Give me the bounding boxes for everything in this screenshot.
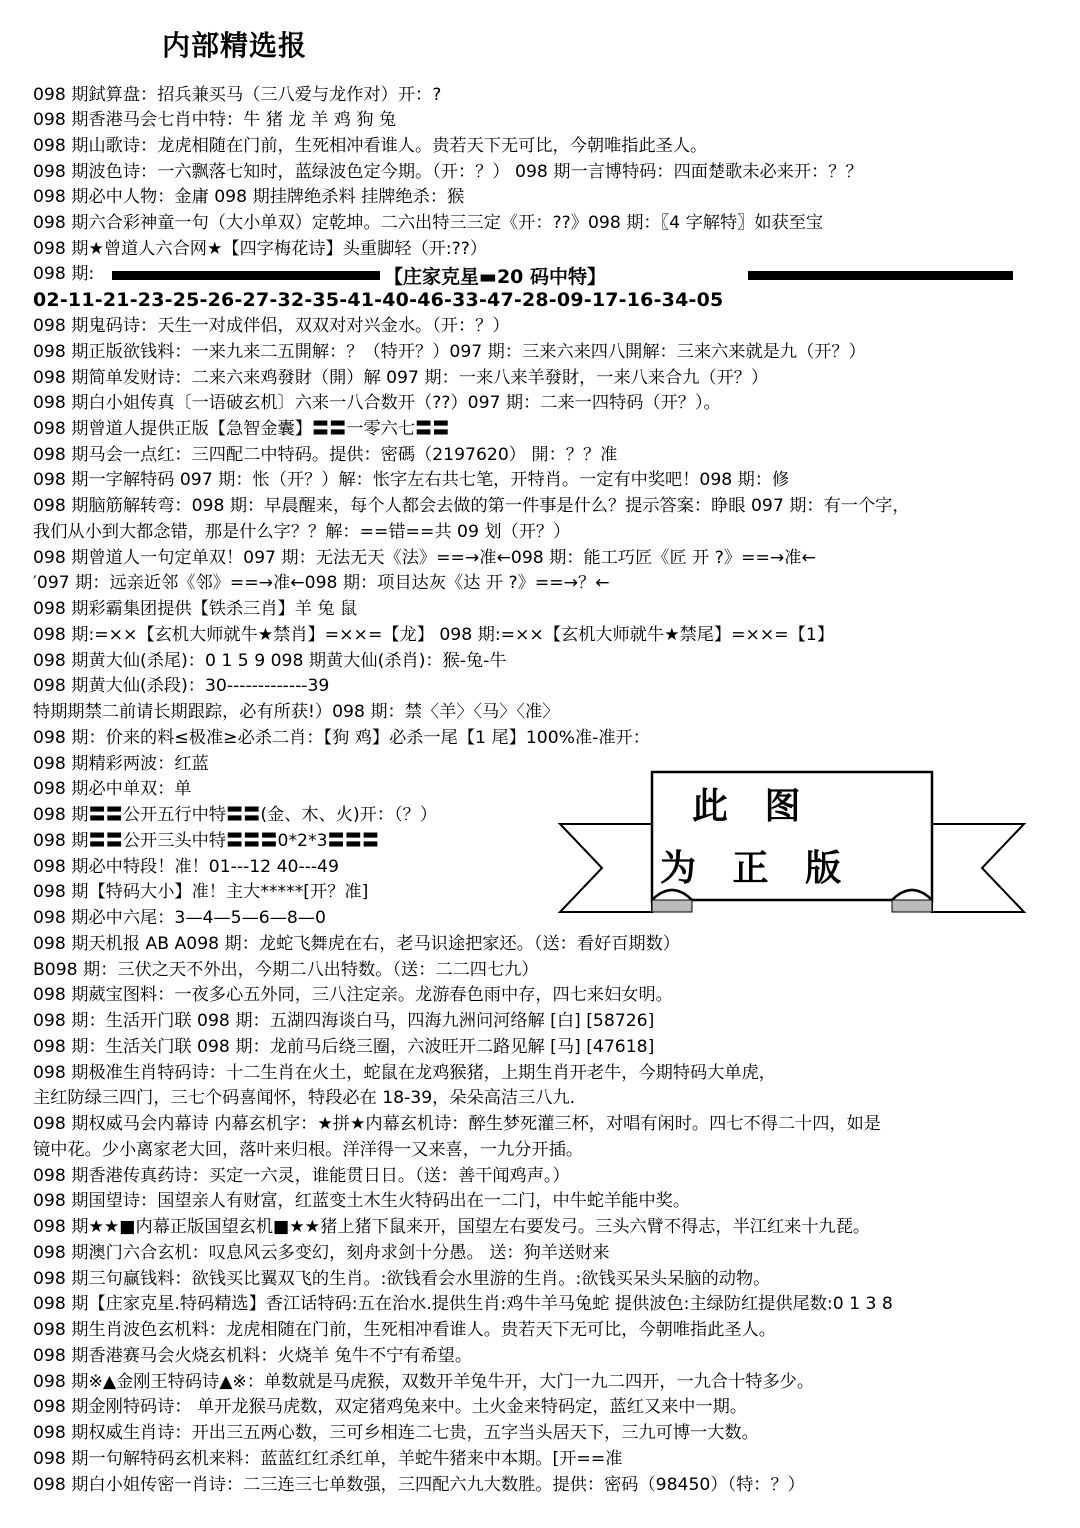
text-line: 098 期澳门六合玄机：叹息风云多变幻，刻舟求剑十分愚。 送：狗羊送财来 (33, 1243, 610, 1263)
text-line: 098 期波色诗：一六飘落七知时，蓝绿波色定今期。（开：？） 098 期一言博特码：四面楚歌未必来开：？？ (33, 162, 863, 182)
text-line: 098 期【特码大小】准！主大*****[开？准] (33, 882, 369, 902)
authenticity-ribbon (552, 762, 1032, 922)
text-line: 098 期马会一点红：三四配二中特码。提供：密碼（2197620） 開：？？准 (33, 445, 618, 465)
text-line: 098 期：生活关门联 098 期：龙前马后绕三圈，六波旺开二路见解 [马] [47618] (33, 1037, 655, 1057)
banner-numbers: 02-11-21-23-25-26-27-32-35-41-40-46-33-47-28-09-17-16-34-05 (33, 289, 724, 311)
text-line: 098 期曾道人一句定单双！097 期：无法无天《法》==→准←098 期：能工巧匠《匠 开 ?》==→准← (33, 548, 816, 568)
text-line: 098 期一句解特码玄机来料：蓝蓝红红杀红单，羊蛇牛猪来中本期。[开==准 (33, 1449, 623, 1469)
text-line: 我们从小到大都念错，那是什么字？？解：==错==共 09 划（开？） (33, 522, 571, 542)
text-line: 特期期禁二前请长期跟踪，必有所获!）098 期：禁〈羊〉〈马〉〈准〉 (33, 702, 560, 722)
stamp-line-2: 为 正 版 (660, 847, 854, 889)
text-line: 098 期三句赢钱料：欲钱买比翼双飞的生肖。:欲钱看会水里游的生肖。:欲钱买呆头呆脑的动物。 (33, 1269, 771, 1289)
banner-bar-left (112, 271, 380, 280)
banner-title: 【庄家克星▬20 码中特】 (384, 266, 607, 288)
text-line: 098 期白小姐传密一肖诗：二三连三七单数强，三四配六九大数胜。提供：密码（98450）（特：？） (33, 1475, 805, 1495)
text-line: 098 期必中人物：金庸 098 期挂牌绝杀料 挂牌绝杀：猴 (33, 187, 465, 207)
text-line: 098 期天机报 AB A098 期：龙蛇飞舞虎在右，老马识途把家还。（送：看好百期数） (33, 934, 680, 954)
text-line: 098 期国望诗：国望亲人有财富，红蓝变土木生火特码出在一二门，中牛蛇羊能中奖。 (33, 1191, 691, 1211)
text-line: 098 期香港传真药诗：买定一六灵，谁能贯日日。（送：善干闻鸡声。） (33, 1166, 570, 1186)
text-line: B098 期：三伏之天不外出，今期二八出特数。（送：二二四七九） (33, 960, 539, 980)
stamp-line-1: 此 图 (692, 785, 813, 827)
text-line: 098 期：生活开门联 098 期：五湖四海谈白马，四海九洲问河络解 [白] [58726] (33, 1011, 655, 1031)
text-line: 098 期曾道人提供正版【急智金囊】〓〓一零六七〓〓 (33, 419, 450, 439)
text-line: 098 期※▲金刚王特码诗▲※：单数就是马虎猴，双数开羊兔牛开，大门一九二四开，一九合十特多少。 (33, 1372, 815, 1392)
text-line: 098 期必中特段！准！01---12 40---49 (33, 857, 339, 877)
text-line: 098 期必中单双：单 (33, 779, 192, 799)
text-line: 098 期脑筋解转弯：098 期：早晨醒来，每个人都会去做的第一件事是什么？提示答案：睁眼 097 期：有一个字， (33, 496, 910, 516)
text-line: 098 期彩霸集团提供【铁杀三肖】羊 兔 鼠 (33, 599, 358, 619)
text-line: 098 期★曾道人六合网★【四字梅花诗】头重脚轻（开:??） (33, 239, 488, 259)
page-title: 内部精选报 (162, 29, 308, 62)
text-line: 098 期黄大仙(杀段)：30-------------39 (33, 676, 330, 696)
text-line: 098 期香港赛马会火烧玄机料：火烧羊 兔牛不宁有希望。 (33, 1346, 473, 1366)
banner-bar-right (748, 271, 1013, 280)
text-line: ′097 期：远亲近邻《邻》==→准←098 期：项目达灰《达 开 ?》==→？← (33, 573, 610, 593)
text-line: 098 期生肖波色玄机料：龙虎相随在门前，生死相冲看谁人。贵若天下无可比，今朝唯指此圣人。 (33, 1320, 776, 1340)
text-line: 098 期必中六尾：3—4—5—6—8—0 (33, 908, 326, 928)
text-line: 098 期白小姐传真〔一语破玄机〕六来一八合数开（??）097 期：二来一四特码（开？）。 (33, 393, 721, 413)
text-line: 098 期金刚特码诗： 单开龙猴马虎数，双定猪鸡兔来中。土火金来特码定，蓝红又来中一期。 (33, 1397, 748, 1417)
text-line: 098 期正版欲钱料：一来九来二五開解：？（特开？）097 期：三来六来四八開解：三来六来就是九（开？） (33, 342, 866, 362)
text-line: 098 期【庄家克星.特码精选】香江话特码:五在治水.提供生肖:鸡牛羊马兔蛇 提供波色:主绿防红提供尾数:0 1 3 8 (33, 1294, 893, 1314)
text-line: 098 期山歌诗：龙虎相随在门前，生死相冲看谁人。贵若天下无可比，今朝唯指此圣人。 (33, 136, 708, 156)
text-line: 098 期鬼码诗：天生一对成伴侣，双双对对兴金水。（开：？） (33, 316, 510, 336)
banner-prefix: 098 期: (33, 264, 95, 284)
text-line: 098 期简单发财诗：二来六来鸡發財（開）解 097 期：一来八来羊發財，一来八来合九（开？） (33, 368, 769, 388)
text-line: 098 期一字解特码 097 期：怅（开？）解：怅字左右共七笔，开特肖。一定有中奖吧！098 期：修 (33, 470, 790, 490)
text-line: 098 期六合彩神童一句（大小单双）定乾坤。二六出特三三定《开：??》098 期：〖4 字解特〗如获至宝 (33, 213, 824, 233)
text-line: 主红防绿三四门，三七个码喜闻怀，特段必在 18-39，朵朵高洁三八九. (33, 1088, 576, 1108)
text-line: 098 期权威马会内幕诗 内幕玄机字：★拼★内幕玄机诗：醉生梦死灌三杯，对唱有闲时。四七不得二十四，如是 (33, 1114, 881, 1134)
text-line: 098 期黄大仙(杀尾)：0 1 5 9 098 期黄大仙(杀肖)：猴-兔-牛 (33, 651, 507, 671)
text-line: 098 期：价来的料≤极准≥必杀二肖：【狗 鸡】必杀一尾【1 尾】100%准-准开： (33, 728, 650, 748)
text-line: 098 期香港马会七肖中特：牛 猪 龙 羊 鸡 狗 兔 (33, 110, 397, 130)
text-line: 098 期:=××【玄机大师就牛★禁肖】=××=【龙】 098 期:=××【玄机大师就牛★禁尾】=××=【1】 (33, 625, 835, 645)
text-line: 098 期〓〓公开三头中特〓〓〓0*2*3〓〓〓 (33, 831, 380, 851)
text-line: 098 期鉽算盘：招兵兼买马（三八爱与龙作对）开：? (33, 85, 442, 105)
text-line: 098 期极准生肖特码诗：十二生肖在火土，蛇鼠在龙鸡猴猪，上期生肖开老牛，今期特码大单虎， (33, 1063, 776, 1083)
text-line: 098 期〓〓公开五行中特〓〓(金、木、火)开：（？） (33, 805, 438, 825)
text-line: 098 期权威生肖诗：开出三五两心数，三可乡相连二七贵，五字当头居天下，三九可博一大数。 (33, 1423, 759, 1443)
text-line: 098 期精彩两波：红蓝 (33, 754, 209, 774)
text-line: 098 期葳宝图料：一夜多心五外同，三八注定亲。龙游春色雨中存，四七来妇女明。 (33, 985, 673, 1005)
text-line: 098 期★★■内幕正版国望玄机■★★猪上猪下鼠来开，国望左右要发弓。三头六臂不得志，半江红来十九琵。 (33, 1217, 871, 1237)
text-line: 镜中花。少小离家老大回，落叶来归根。洋洋得一又来喜，一九分开插。 (33, 1140, 584, 1160)
